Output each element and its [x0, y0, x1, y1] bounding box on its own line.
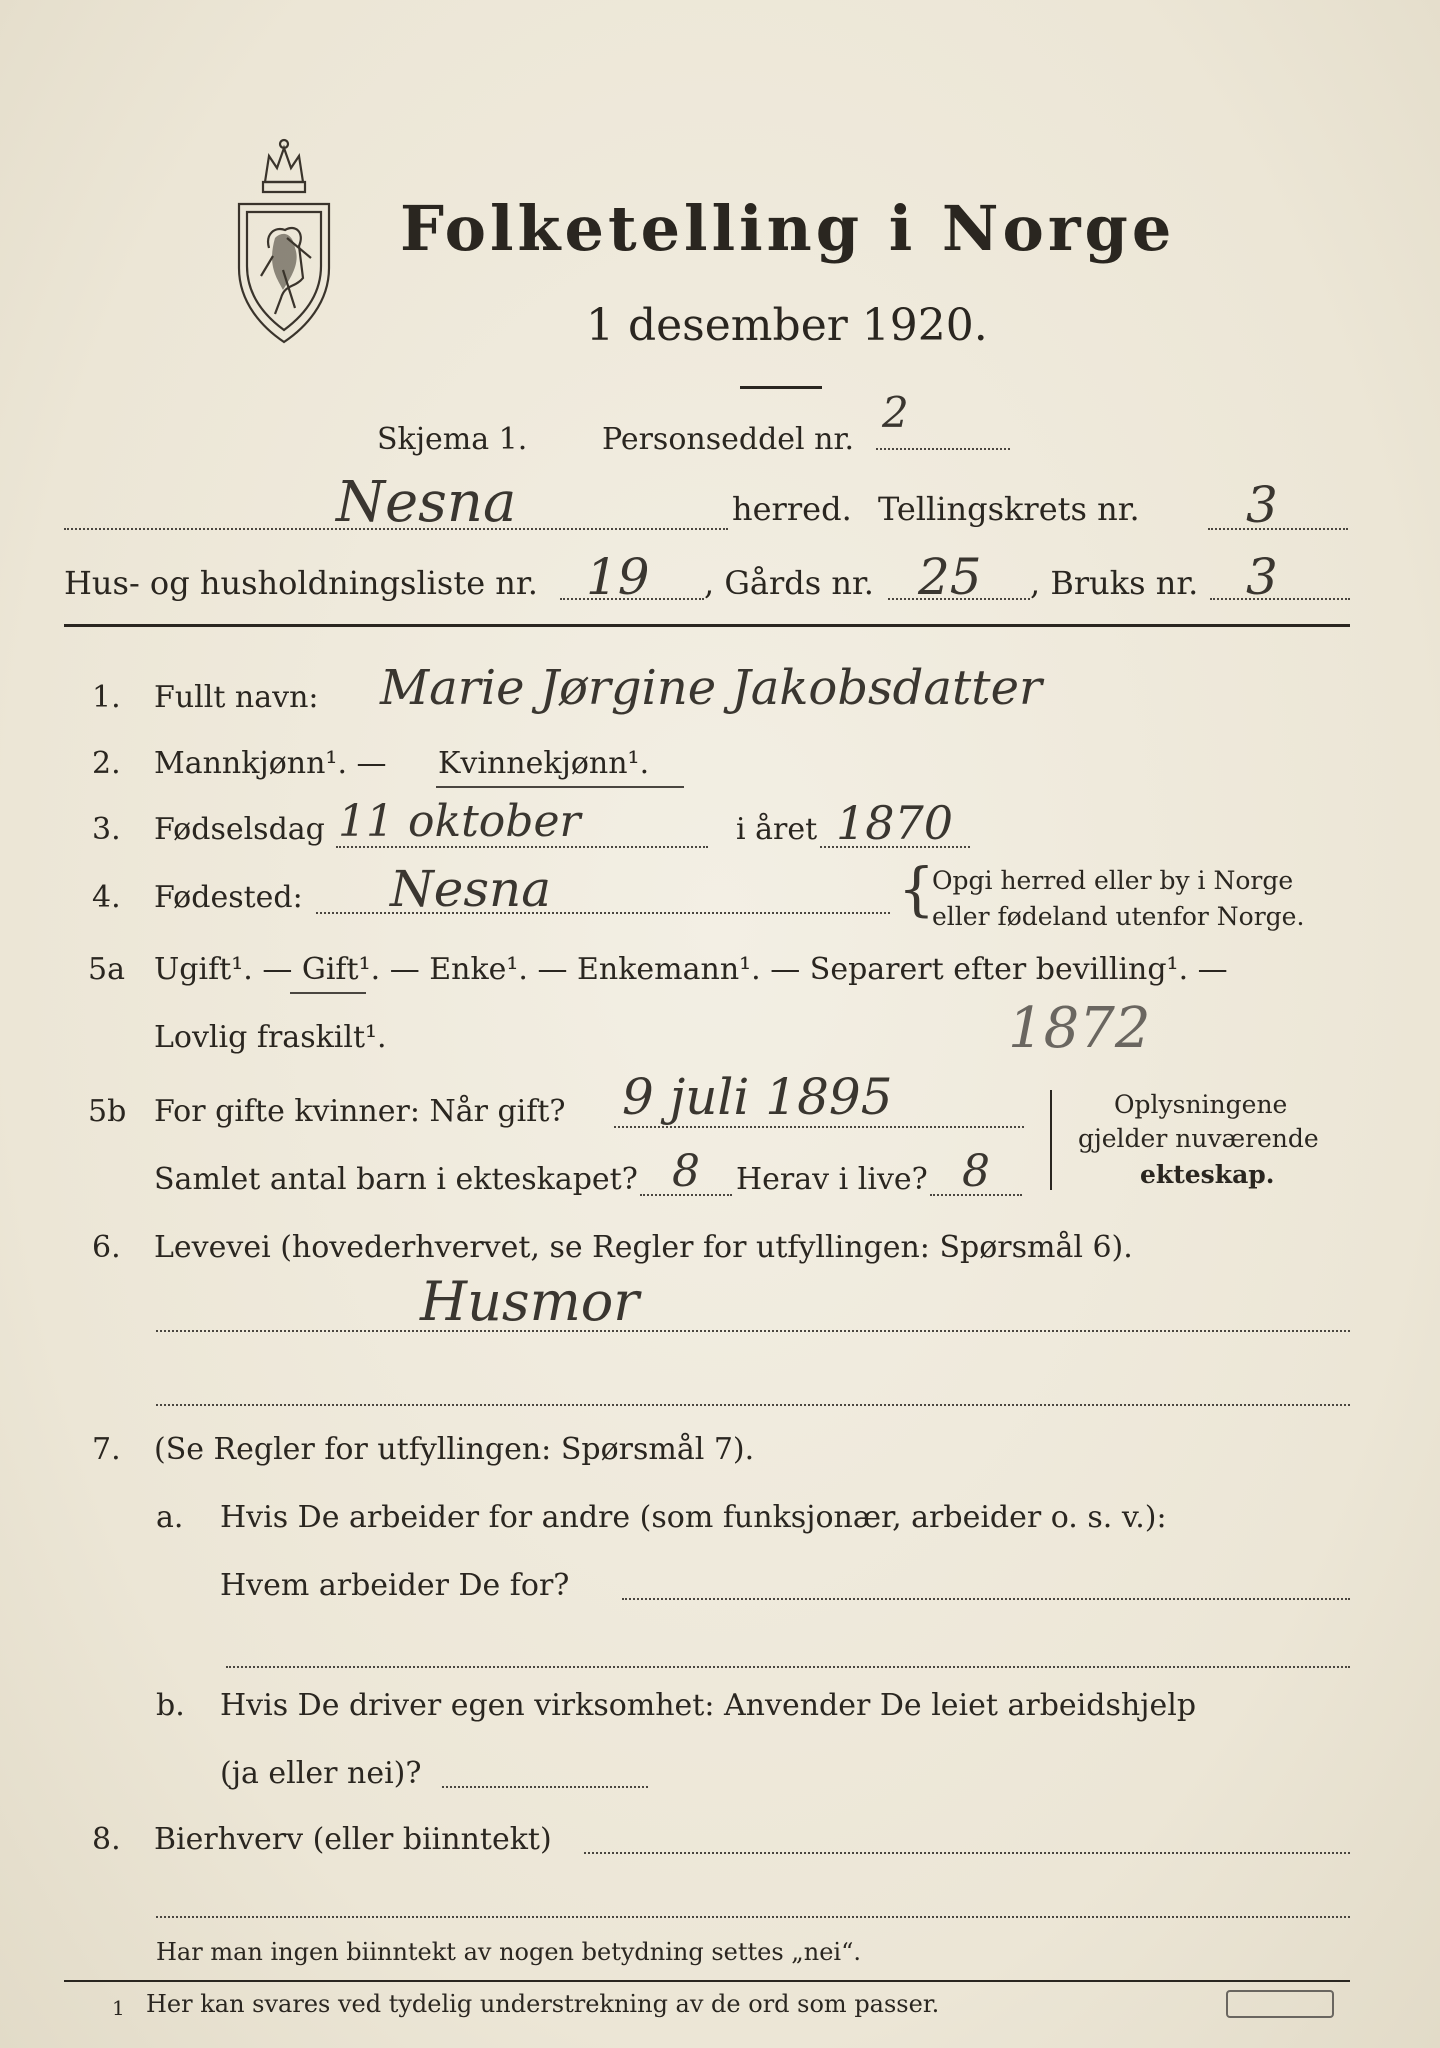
q4-note-line2: eller fødeland utenfor Norge. [932, 902, 1305, 931]
personseddel-line [876, 448, 1010, 450]
q5b-note-line3: ekteskap. [1140, 1160, 1275, 1189]
q4-value: Nesna [390, 860, 552, 918]
q4-note-line1: Opgi herred eller by i Norge [932, 866, 1294, 895]
q2-female: Kvinnekjønn¹. [438, 746, 650, 781]
gards-value: 25 [918, 548, 982, 606]
q1-label: Fullt navn: [154, 680, 319, 715]
footer-separator [64, 1980, 1350, 1982]
q4-number: 4. [92, 880, 121, 915]
q3-year-value: 1870 [836, 796, 954, 850]
q4-brace: { [898, 855, 935, 923]
q5b-label2: Samlet antal barn i ekteskapet? [154, 1162, 638, 1197]
q5b-number: 5b [88, 1094, 127, 1129]
q5a-number: 5a [88, 952, 125, 987]
q2-male: Mannkjønn¹. — [154, 746, 387, 781]
tellingskrets-label: Tellingskrets nr. [878, 490, 1140, 528]
gards-label: , Gårds nr. [704, 564, 874, 602]
bruks-label: , Bruks nr. [1030, 564, 1199, 602]
q8-extra-line [156, 1916, 1350, 1918]
personseddel-label: Personseddel nr. [602, 422, 855, 457]
q5a-line2: Lovlig fraskilt¹. [154, 1020, 387, 1055]
q5b-label3: Herav i live? [736, 1162, 928, 1197]
q5a-gift-underline [290, 992, 366, 994]
hus-label: Hus- og husholdningsliste nr. [64, 564, 538, 602]
q2-female-underline [436, 786, 684, 788]
q7b-line1: Hvis De driver egen virksomhet: Anvender De leiet arbeidshjelp [220, 1688, 1197, 1723]
q7b-line2: (ja eller nei)? [220, 1756, 422, 1791]
q7a-extra-line [226, 1666, 1350, 1668]
q3-value: 11 oktober [338, 796, 581, 847]
q6-label: Levevei (hovederhvervet, se Regler for utfyllingen: Spørsmål 6). [154, 1230, 1133, 1265]
footnote-text: Her kan svares ved tydelig understrekning av de ord som passer. [146, 1990, 940, 2018]
herred-value: Nesna [336, 470, 517, 535]
q7a-line1: Hvis De arbeider for andre (som funksjonær, arbeider o. s. v.): [220, 1500, 1167, 1535]
q1-value: Marie Jørgine Jakobsdatter [380, 660, 1042, 716]
hus-value: 19 [586, 548, 650, 606]
q7b-line [442, 1786, 648, 1788]
bruks-value: 3 [1246, 548, 1278, 606]
q6-line2 [156, 1404, 1350, 1406]
q7-number: 7. [92, 1432, 121, 1467]
q7b-letter: b. [156, 1688, 185, 1723]
q5b-note-bracket [1050, 1090, 1052, 1190]
form-subtitle: 1 desember 1920. [586, 300, 988, 351]
tellingskrets-value: 3 [1246, 476, 1278, 534]
q2-number: 2. [92, 746, 121, 781]
q8-label: Bierhverv (eller biinntekt) [154, 1822, 552, 1857]
q1-number: 1. [92, 680, 121, 715]
q5b-note-line1: Oplysningene [1114, 1090, 1288, 1119]
q3-year-label: i året [736, 812, 818, 847]
q5b-note-line2: gjelder nuværende [1078, 1124, 1319, 1153]
q8-number: 8. [92, 1822, 121, 1857]
q5b-value3: 8 [962, 1146, 990, 1197]
q5b-value1: 9 juli 1895 [622, 1068, 893, 1126]
q7-label: (Se Regler for utfyllingen: Spørsmål 7). [154, 1432, 755, 1467]
bruks-line [1210, 598, 1350, 600]
q7a-line2: Hvem arbeider De for? [220, 1568, 570, 1603]
q3-label: Fødselsdag [154, 812, 325, 847]
q5b-line1 [614, 1126, 1024, 1128]
q5b-label1: For gifte kvinner: Når gift? [154, 1094, 566, 1129]
footer-note: Har man ingen biinntekt av nogen betydning settes „nei“. [156, 1938, 861, 1966]
q5a-line1: Ugift¹. — Gift¹. — Enke¹. — Enkemann¹. — Separert efter bevilling¹. — [154, 952, 1228, 987]
herred-label: herred. [732, 490, 852, 528]
norwegian-coat-of-arms-icon [225, 138, 343, 350]
printer-stamp [1226, 1990, 1334, 2018]
personseddel-value: 2 [882, 388, 909, 437]
schema-label: Skjema 1. [377, 422, 528, 457]
footnote-number: 1 [112, 1996, 125, 2020]
q7a-line [622, 1598, 1350, 1600]
q7a-letter: a. [156, 1500, 184, 1535]
q8-line [584, 1852, 1350, 1854]
header-separator [64, 624, 1350, 627]
q3-number: 3. [92, 812, 121, 847]
form-title: Folketelling i Norge [400, 192, 1176, 265]
q5b-value2: 8 [672, 1146, 700, 1197]
q5a-annotation: 1872 [1008, 996, 1151, 1061]
q4-label: Fødested: [154, 880, 303, 915]
q6-value: Husmor [420, 1270, 640, 1333]
q6-line1 [156, 1330, 1350, 1332]
title-divider [740, 386, 822, 389]
q6-number: 6. [92, 1230, 121, 1265]
tellingskrets-line [1208, 528, 1348, 530]
